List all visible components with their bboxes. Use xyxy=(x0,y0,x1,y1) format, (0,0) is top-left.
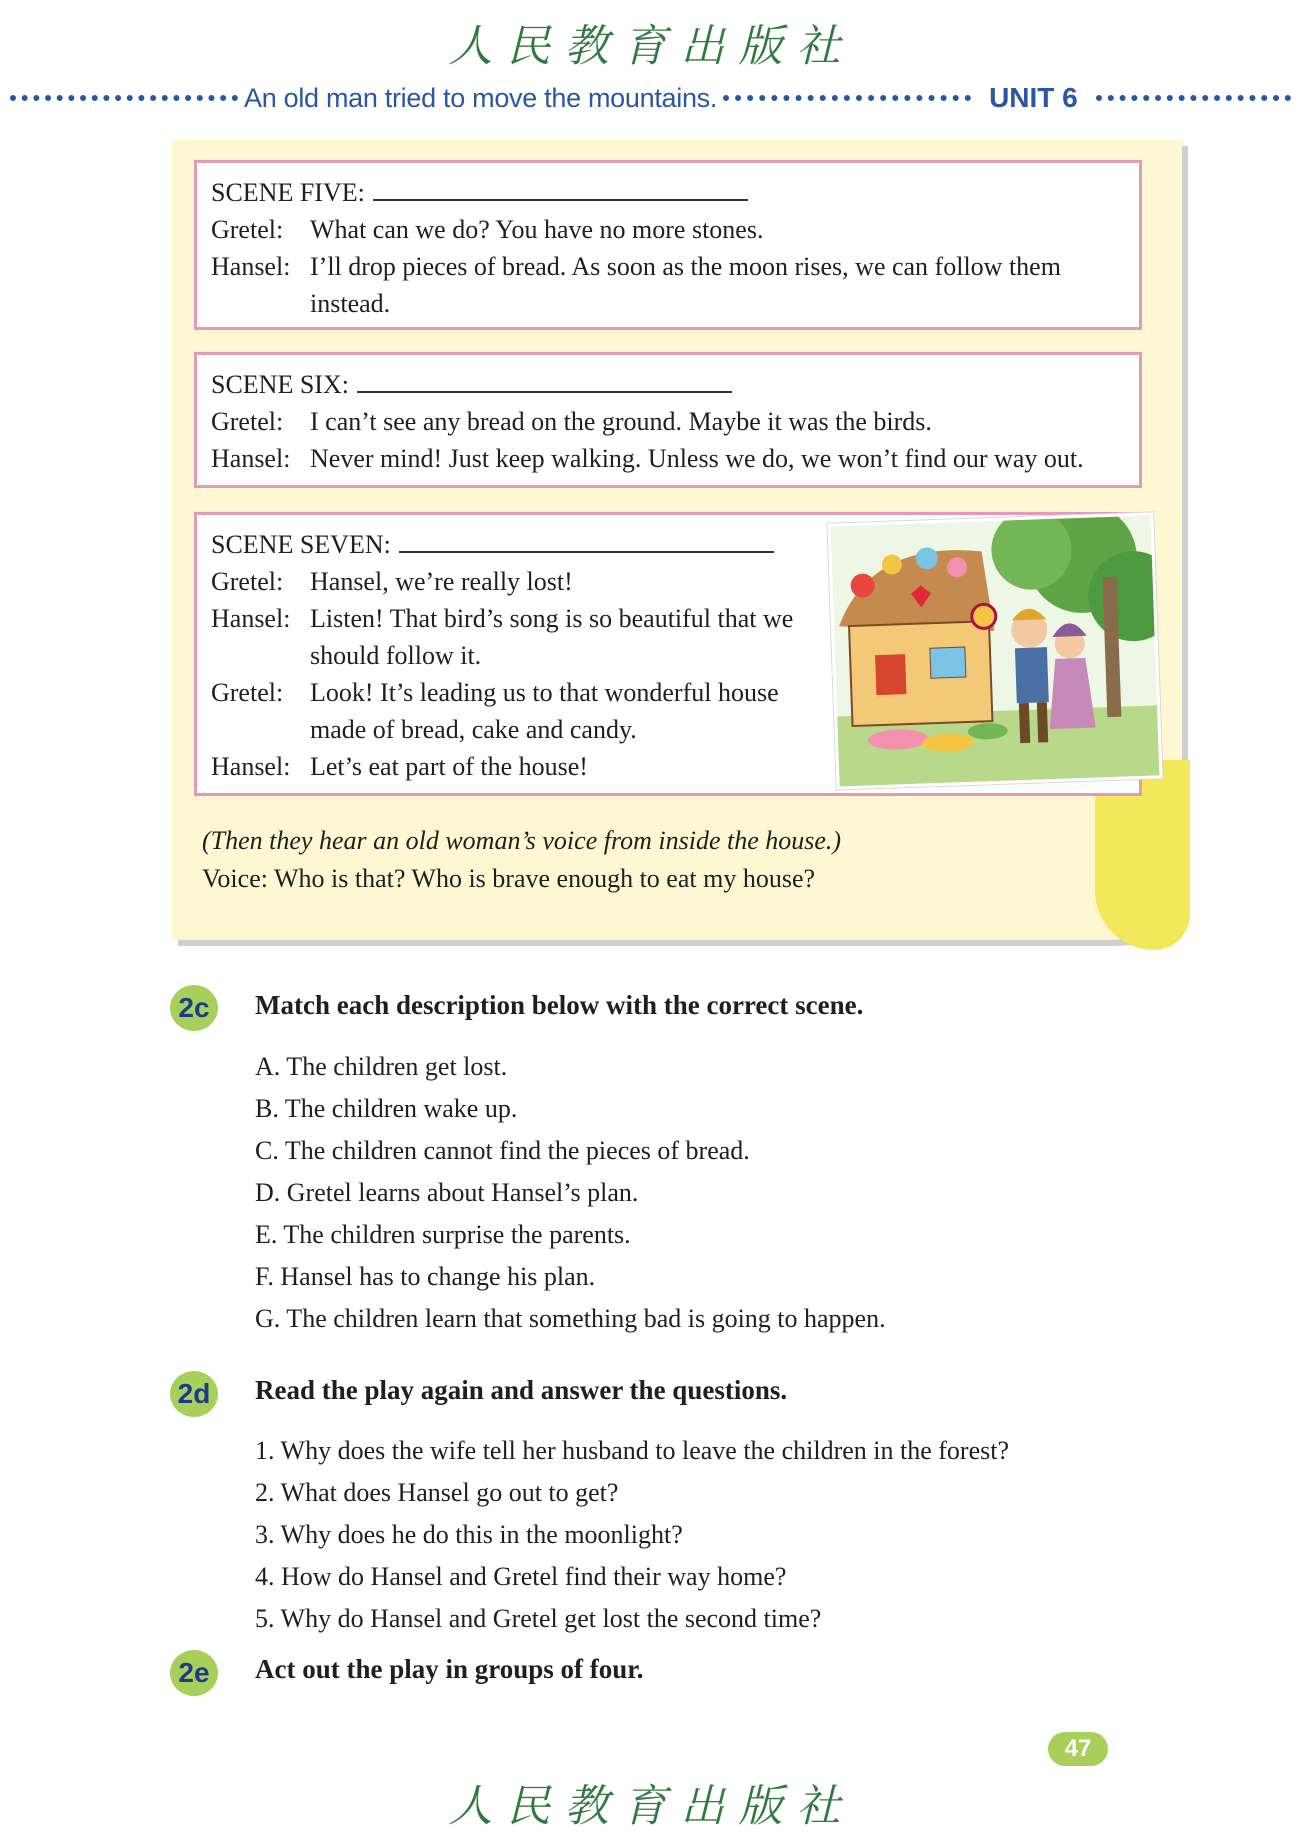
speaker: Hansel: xyxy=(211,252,291,281)
header-dots-left xyxy=(10,95,238,101)
dialogue-text: I can’t see any bread on the ground. Maybe it was the birds. xyxy=(310,407,932,436)
answer-blank[interactable] xyxy=(399,525,774,553)
speaker: Hansel: xyxy=(211,444,291,473)
voice-line: Voice: Who is that? Who is brave enough to eat my house? xyxy=(202,864,816,893)
section-2d-heading: Read the play again and answer the questions. xyxy=(255,1375,788,1405)
section-2e-heading: Act out the play in groups of four. xyxy=(255,1654,644,1684)
dialogue-text: Let’s eat part of the house! xyxy=(310,752,588,781)
list-item: 5. Why do Hansel and Gretel get lost the second time? xyxy=(255,1604,822,1633)
narration xyxy=(202,822,1102,898)
list-item: G. The children learn that something bad is going to happen. xyxy=(255,1304,886,1333)
speaker: Hansel: xyxy=(211,604,291,633)
dialogue-text: Look! It’s leading us to that wonderful house made of bread, cake and candy. xyxy=(310,678,779,744)
page-number: 47 xyxy=(1048,1732,1108,1766)
section-badge-2c: 2c xyxy=(170,985,218,1031)
dialogue-line xyxy=(211,403,1125,440)
unit-title: An old man tried to move the mountains. xyxy=(244,82,718,113)
scene-title: SCENE SIX: xyxy=(211,365,1125,403)
list-item: A. The children get lost. xyxy=(255,1052,508,1081)
list-item: F. Hansel has to change his plan. xyxy=(255,1262,596,1291)
dialogue-line xyxy=(211,600,836,674)
scene-five-box xyxy=(194,160,1142,330)
publisher-logo-bottom: 人民教育出版社 xyxy=(448,1781,855,1832)
list-item: 1. Why does the wife tell her husband to leave the children in the forest? xyxy=(255,1436,1009,1465)
speaker: Gretel: xyxy=(211,567,284,596)
dialogue-line xyxy=(211,248,1125,322)
section-badge-2d: 2d xyxy=(170,1371,218,1417)
scene-six-box xyxy=(194,352,1142,488)
section-2c-list xyxy=(255,1046,886,1340)
list-item: E. The children surprise the parents. xyxy=(255,1220,631,1249)
list-item: D. Gretel learns about Hansel’s plan. xyxy=(255,1178,639,1207)
dialogue-text: I’ll drop pieces of bread. As soon as the moon rises, we can follow them instead. xyxy=(310,252,1061,318)
header-dots-right xyxy=(1096,95,1291,101)
list-item: 3. Why does he do this in the moonlight? xyxy=(255,1520,683,1549)
publisher-logo-top: 人民教育出版社 xyxy=(448,21,855,72)
dialogue-line xyxy=(211,440,1125,477)
unit-header xyxy=(0,78,1303,118)
list-item: 2. What does Hansel go out to get? xyxy=(255,1478,619,1507)
speaker: Hansel: xyxy=(211,752,291,781)
list-item: B. The children wake up. xyxy=(255,1094,518,1123)
dialogue-line xyxy=(211,748,836,785)
speaker: Gretel: xyxy=(211,407,284,436)
scene-title: SCENE FIVE: xyxy=(211,173,1125,211)
dialogue-line xyxy=(211,211,1125,248)
section-2d-list xyxy=(255,1430,1009,1640)
list-item: 4. How do Hansel and Gretel find their way home? xyxy=(255,1562,787,1591)
answer-blank[interactable] xyxy=(357,365,732,393)
speaker: Gretel: xyxy=(211,215,284,244)
scene-title: SCENE SEVEN: xyxy=(211,525,1125,563)
speaker: Gretel: xyxy=(211,678,284,707)
stage-direction: (Then they hear an old woman’s voice from inside the house.) xyxy=(202,826,842,855)
section-badge-2e: 2e xyxy=(170,1650,218,1696)
dialogue-line xyxy=(211,674,836,748)
dialogue-text: What can we do? You have no more stones. xyxy=(310,215,764,244)
list-item: C. The children cannot find the pieces of bread. xyxy=(255,1136,750,1165)
section-2c-heading: Match each description below with the correct scene. xyxy=(255,990,864,1020)
unit-label: UNIT 6 xyxy=(989,82,1078,113)
dialogue-text: Hansel, we’re really lost! xyxy=(310,567,573,596)
gingerbread-house-illustration xyxy=(827,512,1162,789)
answer-blank[interactable] xyxy=(373,173,748,201)
dialogue-text: Listen! That bird’s song is so beautiful that we should follow it. xyxy=(310,604,794,670)
dialogue-text: Never mind! Just keep walking. Unless we do, we won’t find our way out. xyxy=(310,444,1084,473)
header-dots-mid xyxy=(723,95,971,101)
dialogue-line xyxy=(211,563,836,600)
